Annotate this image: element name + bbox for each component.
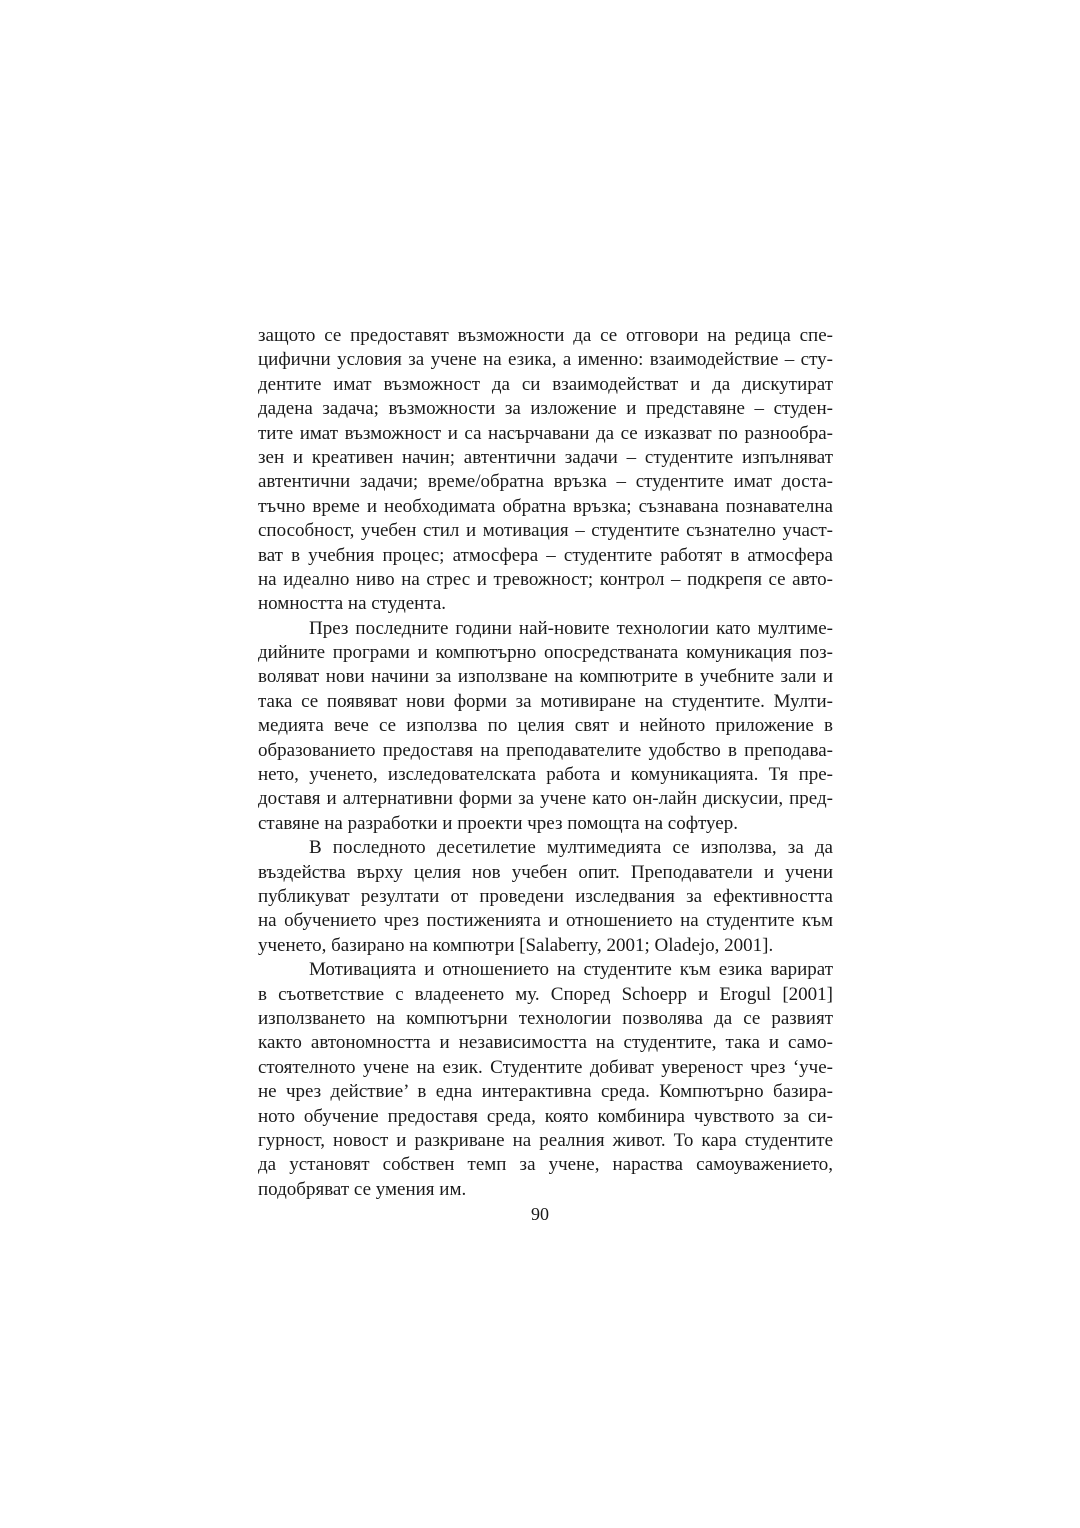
text-line: дадена задача; възможности за изложение и представяне – студен-: [258, 398, 833, 420]
text-line: използването на компютърни технологии позволява да се развият: [258, 1007, 833, 1029]
text-line: В последното десетилетие мултимедията се използва, за да: [309, 837, 833, 859]
text-line: зен и креативен начин; автентични задачи – студентите изпълняват: [258, 446, 833, 468]
body-text: [258, 324, 833, 1202]
text-line: способност, учебен стил и мотивация – студентите съзнателно участ-: [258, 520, 833, 542]
page-number: 90: [531, 1204, 549, 1224]
text-line: През последните години най-новите технологии като мултиме-: [309, 617, 833, 639]
text-line: ват в учебния процес; атмосфера – студентите работят в атмосфера: [258, 544, 833, 566]
text-line: защото се предоставят възможности да се отговори на редица спе-: [258, 325, 833, 346]
text-line: доставя и алтернативни форми за учене като он-лайн дискусии, пред-: [258, 788, 833, 810]
text-line: нето, ученето, изследователската работа и комуникацията. Тя пре-: [258, 764, 833, 786]
paragraph: [258, 617, 833, 837]
text-line: медията вече се използва по целия свят и нейното приложение в: [258, 715, 833, 737]
text-line: подобряват се умения им.: [258, 1178, 467, 1200]
text-line: ното обучение предоставя среда, която комбинира чувството за си-: [258, 1105, 833, 1127]
text-line: стоятелното учене на език. Студентите добиват увереност чрез ‘уче-: [258, 1056, 833, 1078]
text-line: воляват нови начини за използване на компютрите в учебните зали и: [258, 666, 833, 688]
text-line: дийните програми и компютърно опосредстваната комуникация поз-: [258, 642, 833, 664]
text-line: както автономността и независимостта на студентите, така и само-: [258, 1032, 833, 1054]
text-line: гурност, новост и разкриване на реалния живот. То кара студентите: [258, 1129, 833, 1151]
text-line: ставяне на разработки и проекти чрез помощта на софтуер.: [258, 812, 738, 834]
text-line: тъчно време и необходимата обратна връзка; съзнавана познавателна: [258, 495, 833, 517]
text-line: номността на студента.: [258, 593, 447, 615]
text-line: на обучението чрез постиженията и отношението на студентите към: [258, 910, 833, 932]
paragraph: [258, 324, 833, 617]
text-line: ученето, базирано на компютри [Salaberry, 2001; Oladejo, 2001].: [258, 934, 774, 956]
text-line: не чрез действие’ в една интерактивна среда. Компютърно базира-: [258, 1081, 833, 1103]
text-line: дентите имат възможност да си взаимодействат и да дискутират: [258, 373, 833, 395]
text-line: въздейства върху целия нов учебен опит. Преподаватели и учени: [258, 861, 833, 883]
text-line: в съответствие с владеенето му. Според Schoepp и Erogul [2001]: [258, 983, 833, 1005]
text-line: образованието предоставя на преподавателите удобство в преподава-: [258, 739, 833, 761]
text-line: тите имат възможност и са насърчавани да се изказват по разнообра-: [258, 422, 833, 444]
text-line: така се появяват нови форми за мотивиране на студентите. Мулти-: [258, 690, 833, 712]
text-line: цифични условия за учене на езика, а именно: взаимодействие – сту-: [258, 349, 833, 371]
paragraph: [258, 958, 833, 1202]
text-line: публикуват резултати от проведени изследвания за ефективността: [258, 885, 833, 907]
text-line: да установят собствен темп за учене, нараства самоуважението,: [258, 1154, 833, 1176]
text-line: автентични задачи; време/обратна връзка – студентите имат доста-: [258, 471, 833, 493]
paragraph: [258, 836, 833, 958]
text-line: на идеално ниво на стрес и тревожност; контрол – подкрепя се авто-: [258, 568, 833, 590]
text-line: Мотивацията и отношението на студентите към езика варират: [309, 959, 833, 981]
